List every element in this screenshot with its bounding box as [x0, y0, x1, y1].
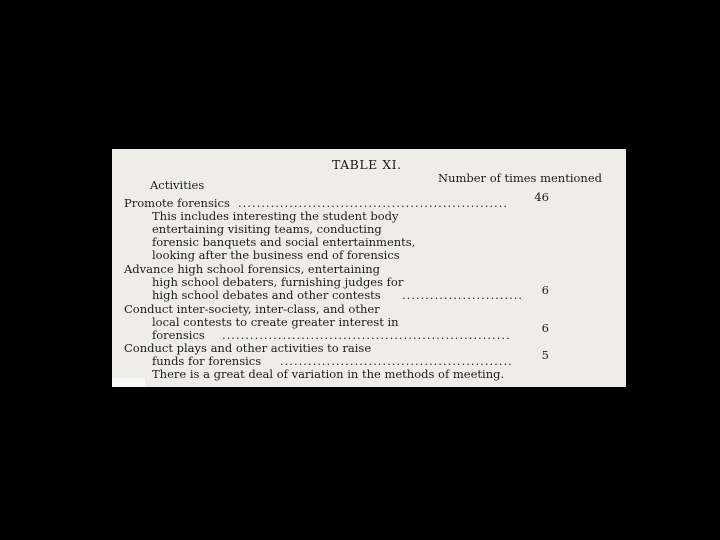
- table-title: TABLE XI.: [332, 157, 402, 172]
- paper-tab: [112, 378, 145, 387]
- row-conduct-contests-label: Conduct inter-society, inter-class, and other: [124, 302, 380, 316]
- row-conduct-plays-label: Conduct plays and other activities to raise: [124, 341, 372, 355]
- row-conduct-contests-line: forensics: [152, 328, 205, 342]
- table-footnote: There is a great deal of variation in the methods of meeting.: [152, 367, 505, 381]
- row-advance-hs-count: 6: [541, 283, 549, 297]
- leader-dots: ..................................................: [280, 355, 513, 368]
- row-promote-forensics-detail: forensic banquets and social entertainments,: [152, 235, 416, 249]
- row-conduct-plays-count: 5: [541, 348, 549, 362]
- leader-dots: ..............................................................: [222, 329, 511, 342]
- row-conduct-contests-line: local contests to create greater interest in: [152, 315, 399, 329]
- column-header-count: Number of times mentioned: [438, 171, 603, 185]
- row-promote-forensics-label: Promote forensics: [124, 196, 230, 210]
- column-header-activities: Activities: [150, 178, 205, 192]
- row-advance-hs-label: Advance high school forensics, entertaining: [124, 262, 381, 276]
- leader-dots: ..........................: [402, 289, 524, 302]
- row-conduct-contests-count: 6: [541, 321, 549, 335]
- row-promote-forensics-detail: entertaining visiting teams, conducting: [152, 222, 382, 236]
- row-advance-hs-line: high school debaters, furnishing judges for: [152, 275, 404, 289]
- row-promote-forensics-detail: looking after the business end of forensics: [152, 248, 400, 262]
- leader-dots: ..........................................................: [238, 197, 509, 210]
- row-promote-forensics-count: 46: [534, 190, 549, 204]
- scanned-table-page: [112, 149, 626, 387]
- row-conduct-plays-line: funds for forensics: [152, 354, 262, 368]
- row-advance-hs-line: high school debates and other contests: [152, 288, 381, 302]
- row-promote-forensics-detail: This includes interesting the student body: [152, 209, 399, 223]
